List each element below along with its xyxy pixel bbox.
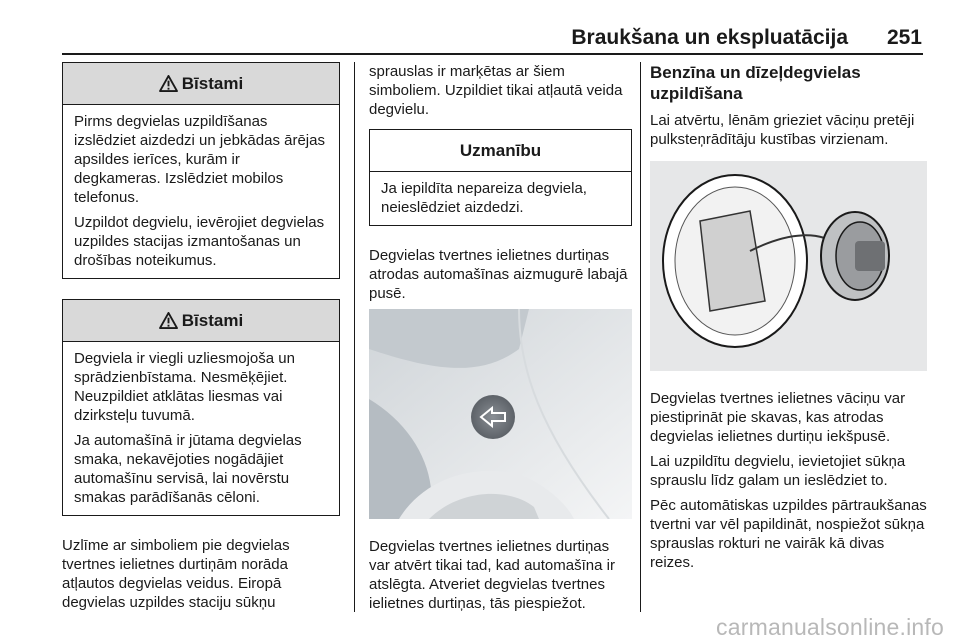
column-2 xyxy=(369,62,632,619)
header-rule xyxy=(62,53,923,55)
danger-box-1 xyxy=(62,62,340,279)
caution-paragraph: Ja iepildīta nepareiza degviela, neieslēdziet aizdedzi. xyxy=(381,180,587,216)
fuel-cap-illustration xyxy=(650,161,927,371)
caution-box xyxy=(369,129,632,226)
danger-box-header xyxy=(63,63,339,105)
caution-box-title: Uzmanību xyxy=(459,140,542,160)
danger-box-body xyxy=(63,342,339,515)
section-heading: Benzīna un dīzeļdegvielas uzpildīšana xyxy=(650,63,861,103)
car-rear-fuel-door-image xyxy=(369,309,632,519)
danger-paragraph: Ja automašīnā ir jūtama degvielas smaka, nekavējoties nogādājiet automašīnu servisā, lai novērstu smakas parādīšanās cēloni. xyxy=(74,432,302,506)
running-title: Braukšana un ekspluatācija xyxy=(571,26,848,49)
column-3 xyxy=(650,62,927,578)
warning-triangle-icon xyxy=(159,312,178,329)
danger-box-title: Bīstami xyxy=(181,310,244,330)
page-number: 251 xyxy=(886,26,922,49)
fuel-cap-image xyxy=(650,161,927,371)
column-1 xyxy=(62,62,340,618)
danger-paragraph: Uzpildot degvielu, ievērojiet degvielas uzpildes stacijas izmantošanas un drošības noteikumus. xyxy=(74,214,325,269)
column-divider-2 xyxy=(640,62,641,612)
body-paragraph: Degvielas tvertnes ielietnes vāciņu var piestiprināt pie skavas, kas atrodas degvielas ielietnes durtiņu iekšpusē. xyxy=(650,390,906,445)
danger-box-2 xyxy=(62,299,340,516)
caution-box-header xyxy=(370,130,631,172)
column-divider-1 xyxy=(354,62,355,612)
body-paragraph: sprauslas ir marķētas ar šiem simboliem. Uzpildiet tikai atļautā veida degvielu. xyxy=(369,63,623,118)
page-header xyxy=(0,0,960,56)
warning-triangle-icon xyxy=(159,75,178,92)
body-paragraph: Degvielas tvertnes ielietnes durtiņas var atvērt tikai tad, kad automašīna ir atslēgta. Atveriet degvielas tvertnes ielietnes durtiņas, tās piespiežot. xyxy=(369,538,615,612)
danger-paragraph: Degviela ir viegli uzliesmojoša un sprādzienbīstama. Nesmēķējiet. Neuzpildiet atklātas liesmas vai dzirksteļu tuvumā. xyxy=(74,350,295,424)
body-paragraph: Lai atvērtu, lēnām grieziet vāciņu pretēji pulksteņrādītāju kustības virzienam. xyxy=(650,112,915,148)
caution-box-body xyxy=(370,172,631,225)
body-paragraph: Uzlīme ar simboliem pie degvielas tvertnes ielietnes durtiņām norāda atļautos degvielas veidus. Eiropā degvielas uzpildes staciju sūkņu xyxy=(62,537,290,611)
danger-box-body xyxy=(63,105,339,278)
watermark: carmanualsonline.info xyxy=(716,614,944,640)
danger-box-title: Bīstami xyxy=(181,73,244,93)
danger-paragraph: Pirms degvielas uzpildīšanas izslēdziet aizdedzi un jebkādas ārējas apsildes ierīces, kurām ir degkameras. Izslēdziet mobilos telefonus. xyxy=(74,113,325,206)
body-paragraph: Degvielas tvertnes ielietnes durtiņas atrodas automašīnas aizmugurē labajā pusē. xyxy=(369,247,628,302)
danger-box-header xyxy=(63,300,339,342)
body-paragraph: Lai uzpildītu degvielu, ievietojiet sūkņa sprauslu līdz galam un ieslēdziet to. xyxy=(650,453,906,489)
fuel-door-location-illustration xyxy=(369,309,632,519)
body-paragraph: Pēc automātiskas uzpildes pārtraukšanas tvertni var vēl papildināt, nospiežot sūkņa sprauslas rokturi ne vairāk kā divas reizes. xyxy=(650,497,927,571)
